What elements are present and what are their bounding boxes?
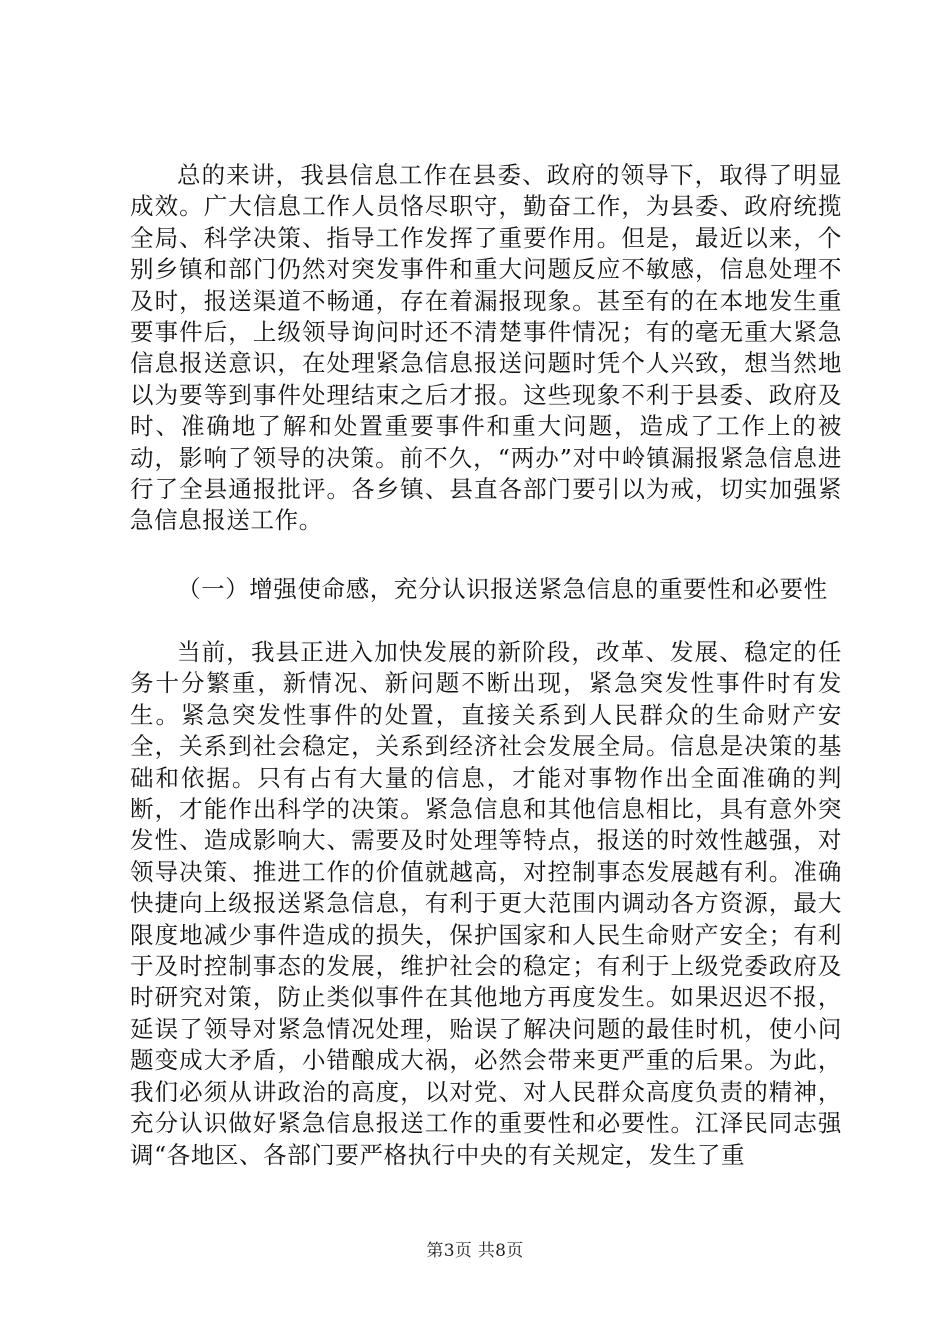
body-paragraph-importance: 当前，我县正进入加快发展的新阶段，改革、发展、稳定的任务十分繁重，新情况、新问题不断出现，紧急突发性事件时有发生。紧急突发性事件的处置，直接关系到人民群众的生命财产安全，关系到社会稳定，关系到经济社会发展全局。信息是决策的基础和依据。只有占有大量的信息，才能对事物作出全面准确的判断，才能作出科学的决策。紧急信息和其他信息相比，具有意外突发性、造成影响大、需要及时处理等特点，报送的时效性越强，对领导决策、推进工作的价值就越高，对控制事态发展越有利。准确快捷向上级报送紧急信息，有利于更大范围内调动各方资源，最大限度地减少事件造成的损失，保护国家和人民生命财产安全；有利于及时控制事态的发展，维护社会的稳定；有利于上级党委政府及时研究对策，防止类似事件在其他地方再度发生。如果迟迟不报，延误了领导对紧急情况处理，贻误了解决问题的最佳时机，使小问题变成大矛盾，小错酿成大祸，必然会带来更严重的后果。为此，我们必须从讲政治的高度，以对党、对人民群众高度负责的精神，充分认识做好紧急信息报送工作的重要性和必要性。江泽民同志强调“各地区、各部门要严格执行中央的有关规定，发生了重 [130,638,842,1169]
section-heading: （一）增强使命感，充分认识报送紧急信息的重要性和必要性 [177,575,828,603]
body-paragraph-summary: 总的来讲，我县信息工作在县委、政府的领导下，取得了明显成效。广大信息工作人员恪尽职守，勤奋工作，为县委、政府统揽全局、科学决策、指导工作发挥了重要作用。但是，最近以来，个别乡镇和部门仍然对突发事件和重大问题反应不敏感，信息处理不及时，报送渠道不畅通，存在着漏报现象。甚至有的在本地发生重要事件后，上级领导询问时还不清楚事件情况；有的毫无重大紧急信息报送意识，在处理紧急信息报送问题时凭个人兴致，想当然地以为要等到事件处理结束之后才报。这些现象不利于县委、政府及时、准确地了解和处置重要事件和重大问题，造成了工作上的被动，影响了领导的决策。前不久，“两办”对中岭镇漏报紧急信息进行了全县通报批评。各乡镇、县直各部门要引以为戒，切实加强紧急信息报送工作。 [130,161,842,535]
page-indicator: 第3页 共8页 [426,1241,524,1261]
page-footer [0,1240,950,1262]
